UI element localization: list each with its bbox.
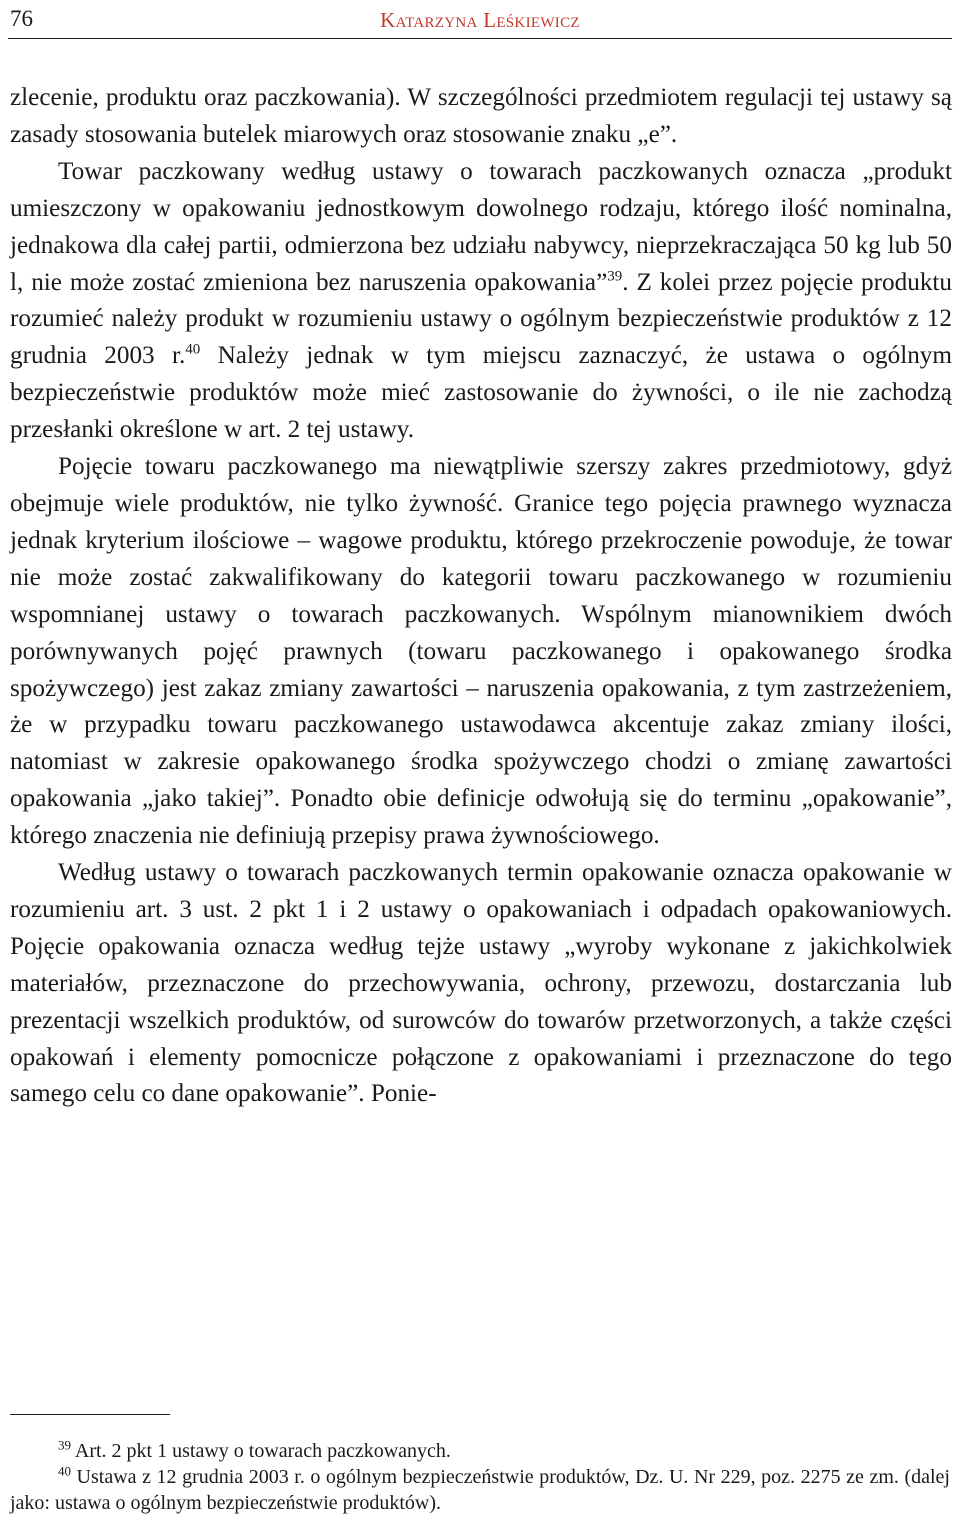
footnote-ref-40: 40 bbox=[185, 341, 201, 358]
paragraph-2-part-b: . Z kolei przez pojęcie produktu rozumieć należy produkt w rozumieniu ustawy o ogólnym bezpieczeństwie produktów z 12 grudnia 2003 r. bbox=[10, 268, 952, 370]
footnote-40 bbox=[10, 1464, 950, 1516]
body-text bbox=[10, 80, 952, 1113]
page-number: 76 bbox=[10, 6, 33, 31]
footnote-39 bbox=[10, 1438, 950, 1464]
paragraph-2-part-a: Towar paczkowany według ustawy o towarach paczkowanych oznacza „produkt umieszczony w opakowaniu jednostkowym dowolnego rodzaju, którego ilość nominalna, jednakowa dla całej partii, odmierzona bez udziału nabywcy, nieprzekraczająca 50 kg lub 50 l, nie może zostać zmieniona bez naruszenia opakowania” bbox=[10, 157, 952, 296]
footnote-text: Ustawa z 12 grudnia 2003 r. o ogólnym bezpieczeństwie produktów, Dz. U. Nr 229, poz. 2275 ze zm. (dalej jako: ustawa o ogólnym bezpieczeństwie produktów). bbox=[10, 1466, 950, 1514]
footnotes bbox=[10, 1438, 950, 1516]
paragraph-1: zlecenie, produktu oraz paczkowania). W szczególności przedmiotem regulacji tej ustawy są zasady stosowania butelek miarowych oraz stosowanie znaku „e”. bbox=[10, 84, 952, 148]
footnote-ref-39: 39 bbox=[607, 268, 623, 285]
running-title: Katarzyna Leśkiewicz bbox=[380, 8, 580, 32]
footnote-number: 40 bbox=[58, 1463, 71, 1479]
running-header bbox=[8, 0, 952, 39]
paragraph-3: Pojęcie towaru paczkowanego ma niewątpliwie szerszy zakres przedmiotowy, gdyż obejmuje wiele produktów, nie tylko żywność. Granice tego pojęcia prawnego wyznacza jednak kryterium ilościowe – wagowe produktu, którego przekroczenie powoduje, że towar nie może zostać zakwalifikowany do kategorii towaru paczkowanego w rozumieniu wspomnianej ustawy o towarach paczkowanych. Wspólnym mianownikiem dwóch porównywanych pojęć prawnych (towaru paczkowanego i opakowanego środka spożywczego) jest zakaz zmiany zawartości – naruszenia opakowania, z tym zastrzeżeniem, że w przypadku towaru paczkowanego ustawodawca akcentuje zakaz zmiany ilości, natomiast w zakresie opakowanego środka spożywczego chodzi o zmianę zawartości opakowania „jako takiej”. Ponadto obie definicje odwołują się do terminu „opakowanie”, którego znaczenia nie definiują przepisy prawa żywnościowego. bbox=[10, 453, 952, 850]
footnote-number: 39 bbox=[58, 1437, 71, 1453]
paragraph-4: Według ustawy o towarach paczkowanych termin opakowanie oznacza opakowanie w rozumieniu art. 3 ust. 2 pkt 1 i 2 ustawy o opakowaniach i odpadach opakowaniowych. Pojęcie opakowania oznacza według tejże ustawy „wyroby wykonane z jakichkolwiek materiałów, przeznaczone do przechowywania, ochrony, przewozu, dostarczania lub prezentacji wszelkich produktów, od surowców do towarów przetworzonych, a także części opakowań i elementy pomocnicze połączone z opakowaniami i przeznaczone do tego samego celu co dane opakowanie”. Ponie- bbox=[10, 859, 952, 1108]
paragraph-2-part-c: Należy jednak w tym miejscu zaznaczyć, że ustawa o ogólnym bezpieczeństwie produktów może mieć zastosowanie do żywności, o ile nie zachodzą przesłanki określone w art. 2 tej ustawy. bbox=[10, 342, 952, 444]
footnote-text: Art. 2 pkt 1 ustawy o towarach paczkowanych. bbox=[71, 1440, 451, 1462]
footnote-separator bbox=[10, 1414, 170, 1415]
paragraph-2 bbox=[10, 154, 952, 449]
